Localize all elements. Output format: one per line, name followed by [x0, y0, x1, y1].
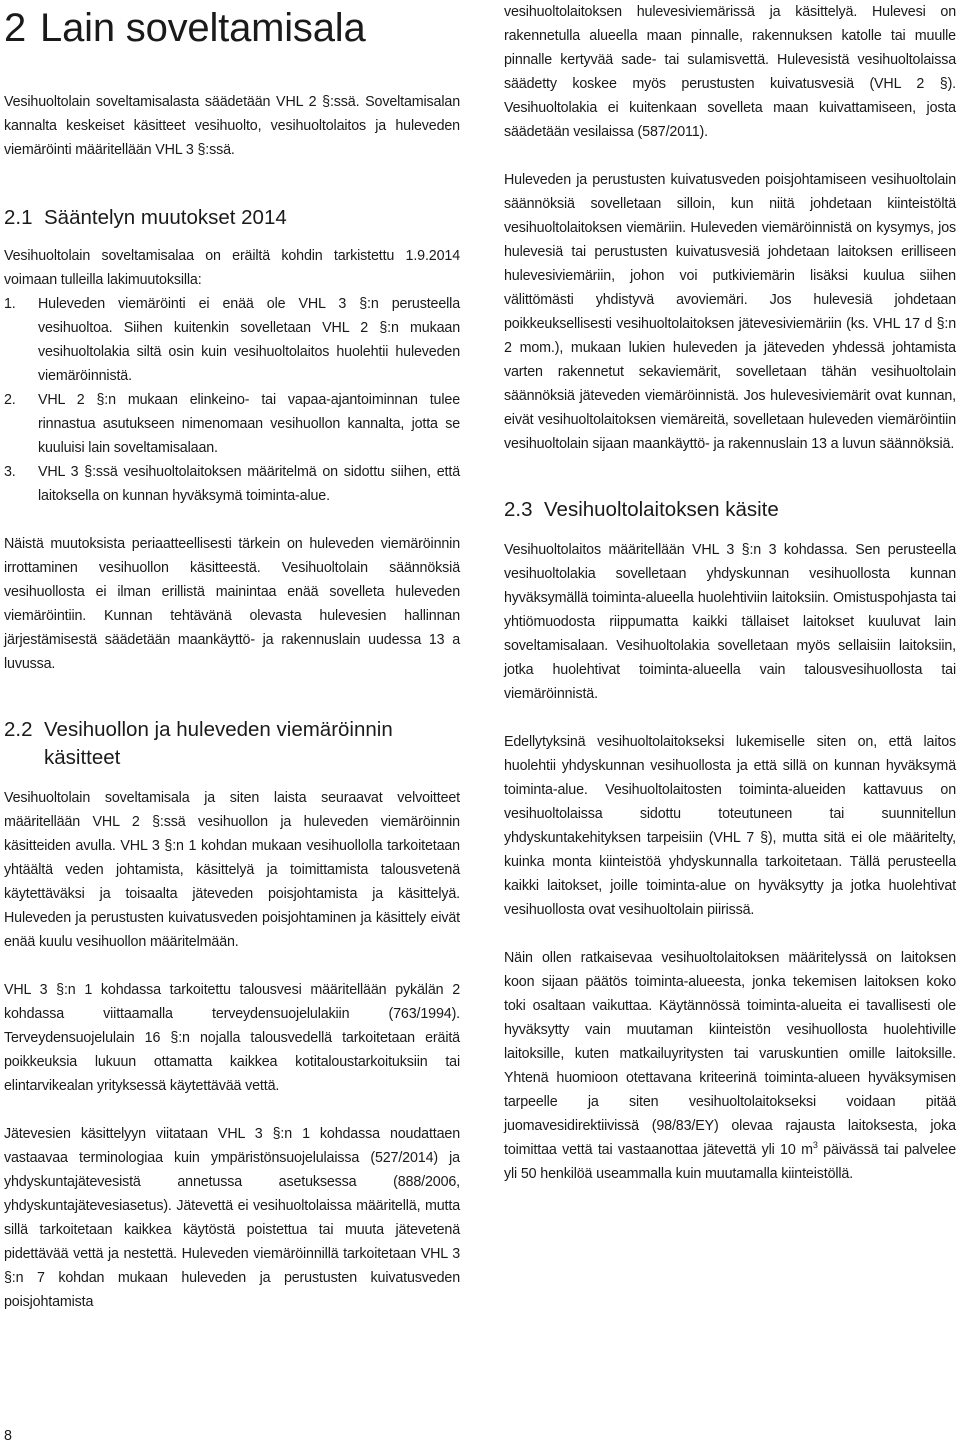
left-column	[4, 0, 460, 1314]
section-2-3-heading	[504, 496, 956, 524]
section-2-2-paragraph-3: Jätevesien käsittelyyn viitataan VHL 3 §:n 1 kohdassa noudattaen vastaavaa terminologiaa kuin ympäristönsuojelulaissa (527/2014) ja yhdyskuntajätevesistä annetussa asetuksessa (888/2006, yhdyskuntajätevesiasetus). Jätevettä ei vesihuoltolaissa määritellä, mutta sillä tarkoitetaan kaikkea käytöstä poistettua tai muuta jätevetenä pidettävää vettä ja nestettä. Huleveden viemäröinnillä tarkoitetaan VHL 3 §:n 7 kohdan mukaan huleveden ja perustusten kuivatusveden poisjohtamista	[4, 1126, 460, 1310]
list-text: VHL 2 §:n mukaan elinkeino- tai vapaa-ajantoiminnan tulee rinnastua asutukseen nimenomaan vesihuollon kannalta, jotta se kuuluisi lain soveltamisalaan.	[38, 392, 460, 456]
section-2-1-intro: Vesihuoltolain soveltamisalaa on eräiltä kohdin tarkistettu 1.9.2014 voimaan tulleilla lakimuutoksilla:	[4, 248, 460, 288]
section-2-3-paragraph-2: Edellytyksinä vesihuoltolaitokseksi lukemiselle siten on, että laitos huolehtii yhdyskunnan vesihuollosta ja että sillä on kunnan hyväksymä toiminta-alue. Vesihuoltolaitosten toiminta-alueiden kattavuus on vesihuoltolaissa sidottu toteutuneen tai suunnitellun yhdyskuntakehityksen tarpeisiin (VHL 7 §), mutta sitä ei ole määritelty, kuinka monta kiinteistöä yhdyskunnalla tarkoitetaan. Tällä perusteella kaikki laitokset, joille toiminta-alue on hyväksytty ja jotka huolehtivat vesihuollosta ovat vesihuoltolain piirissä.	[504, 734, 956, 918]
list-item	[4, 460, 460, 508]
section-number: 2.1	[4, 206, 33, 229]
section-2-2-paragraph-2: VHL 3 §:n 1 kohdassa tarkoitettu talousvesi määritellään pykälän 2 kohdassa viittaamalla terveydensuojelulakiin (763/1994). Terveydensuojelulain 16 §:n nojalla talousvedellä tarkoitetaan eräitä poikkeuksia lukuun ottamatta kaikkea kotitaloustarkoituksiin tai elintarvikealan yrityksessä käytettävää vettä.	[4, 982, 460, 1094]
paragraph-text: Näin ollen ratkaisevaa vesihuoltolaitoksen määritelyssä on laitoksen koon sijaan päätös toiminta-alueesta, jonka tekemisen laitoksen koko toki osaltaan vaikuttaa. Käytännössä toiminta-alueita ei tavallisesti ole hyväksytty vain muutaman kiinteistön vesihuollosta huolehtiville laitoksille, kuten matkailuyritysten tai varuskuntien omille laitoksille. Yhtenä huomioon otettavana kriteerinä toiminta-alueen hyväksymisen tarpeelle ja siten vesihuoltolaitokseksi voidaan pitää juomavesidirektiivissä (98/83/EY) olevaa rajausta laitoksesta, joka toimittaa vettä tai vastaanottaa jätevettä yli 10 m	[504, 950, 956, 1158]
section-2-3-paragraph-1: Vesihuoltolaitos määritellään VHL 3 §:n 3 kohdassa. Sen perusteella vesihuoltolakia sovelletaan yhdyskunnan vesihuollosta kunnan hyväksymällä toiminta-alueella huolehtiviin laitoksiin. Omistuspohjasta tai yhtiömuodosta riippumatta kaikki tällaiset laitokset kuuluvat lain soveltamisalaan. Vesihuoltolakia sovelletaan myös sellaisiin laitoksiin, jotka huolehtivat toiminta-alueella vain talousvesihuollosta tai viemäröinnistä.	[504, 542, 956, 702]
list-text: Huleveden viemäröinti ei enää ole VHL 3 §:n perusteella vesihuoltoa. Siihen kuitenkin sovelletaan VHL 2 §:n mukaan vesihuoltolakia siltä osin kuin vesihuoltolaitos huolehtii huleveden viemäröinnistä.	[38, 296, 460, 384]
changes-list	[4, 292, 460, 508]
page-number: 8	[4, 1428, 12, 1444]
section-2-1-heading	[4, 204, 460, 232]
section-2-2-paragraph-5: Huleveden ja perustusten kuivatusveden poisjohtamiseen vesihuoltolain säännöksiä sovelletaan silloin, kun niitä johdetaan kiinteistöltä vesihuoltolaitoksen viemäriin. Huleveden viemäröinnistä on kysymys, jos hulevesiä tai perustusten kuivatusvesiä johdetaan laitoksen erilliseen hulevesiviemäriin, johon voi putkiviemärin lisäksi kuulua siihen välittömästi yhdistyvä avoviemäri. Jos hulevesiä johdetaan poikkeuksellisesti vesihuoltolaitoksen jätevesiviemäriin (ks. VHL 17 d §:n 2 mom.), mukaan lukien huleveden ja jäteveden yhdessä johtamista varten rakennetut sekaviemärit, sovelletaan tähän vesihuoltolain säännöksiä jäteveden viemäröinnistä. Jos hulevesiviemärit ovat kunnan, eivät vesihuoltolaitoksen viemäreitä, sovelletaan huleveden viemäröintiin vesihuoltolain sijaan maankäyttö- ja rakennuslain 13 a luvun säännöksiä.	[504, 172, 956, 452]
section-title	[44, 716, 393, 772]
section-2-3-paragraph-3	[504, 946, 956, 1186]
section-title-line: Vesihuollon ja huleveden viemäröinnin	[44, 718, 393, 741]
chapter-heading	[4, 6, 460, 50]
list-text: VHL 3 §:ssä vesihuoltolaitoksen määritelmä on sidottu siihen, että laitoksella on kunnan hyväksymä toiminta-alue.	[38, 464, 460, 504]
section-2-1-paragraph: Näistä muutoksista periaatteellisesti tärkein on huleveden viemäröinnin irrottaminen vesihuollon käsitteestä. Vesihuoltolain säännöksiä vesihuollosta ei ilman erillistä mainintaa enää sovelleta huleveden viemäröintiin. Kunnan tehtävänä olevasta hulevesien hallinnan järjestämisestä säädetään maankäyttö- ja rakennuslain uudessa 13 a luvussa.	[4, 536, 460, 672]
chapter-intro: Vesihuoltolain soveltamisalasta säädetään VHL 2 §:ssä. Soveltamisalan kannalta keskeiset käsitteet vesihuolto, vesihuoltolaitos ja huleveden viemäröinti määritellään VHL 3 §:ssä.	[4, 94, 460, 158]
superscript: 3	[812, 1140, 818, 1151]
list-item	[4, 388, 460, 460]
section-2-2-heading	[4, 716, 460, 772]
list-number: 1.	[4, 296, 16, 312]
chapter-title: Lain soveltamisala	[40, 6, 366, 50]
right-column	[504, 0, 956, 1186]
section-2-2-paragraph-1: Vesihuoltolain soveltamisala ja siten laista seuraavat velvoitteet määritellään VHL 2 §:ssä vesihuollon ja huleveden viemäröinnin käsitteiden avulla. VHL 3 §:n 1 kohdan mukaan vesihuollolla tarkoitetaan yhtäältä veden johtamista, käsittelyä ja toimittamista talousvetenä käytettäväksi ja toisaalta jäteveden poisjohtamista ja käsittelyä. Huleveden ja perustusten kuivatusveden poisjohtaminen ja käsittely eivät enää kuulu vesihuollon määritelmään.	[4, 790, 460, 950]
list-number: 3.	[4, 464, 16, 480]
list-item	[4, 292, 460, 388]
list-number: 2.	[4, 392, 16, 408]
section-2-2-paragraph-4: vesihuoltolaitoksen hulevesiviemärissä ja käsittelyä. Hulevesi on rakennetulla alueella maan pinnalle, rakennuksen katolle tai muulle pinnalle kertyvää sade- tai sulamisvettä. Hulevesistä vesihuoltolaissa säädetty koskee myös perustusten kuivatusvesiä (VHL 2 §). Vesihuoltolakia ei kuitenkaan sovelleta maan kuivattamiseen, josta säädetään vesilaissa (587/2011).	[504, 4, 956, 140]
section-number: 2.2	[4, 718, 33, 741]
chapter-number: 2	[4, 6, 27, 50]
section-title: Sääntelyn muutokset 2014	[44, 206, 287, 229]
section-title: Vesihuoltolaitoksen käsite	[544, 498, 779, 521]
section-title-line: käsitteet	[44, 746, 121, 769]
section-number: 2.3	[504, 498, 533, 521]
paragraph-text: päivässä tai palvelee yli 50 henkilöä useammalla kuin muutamalla kiinteistöllä.	[504, 1142, 957, 1182]
